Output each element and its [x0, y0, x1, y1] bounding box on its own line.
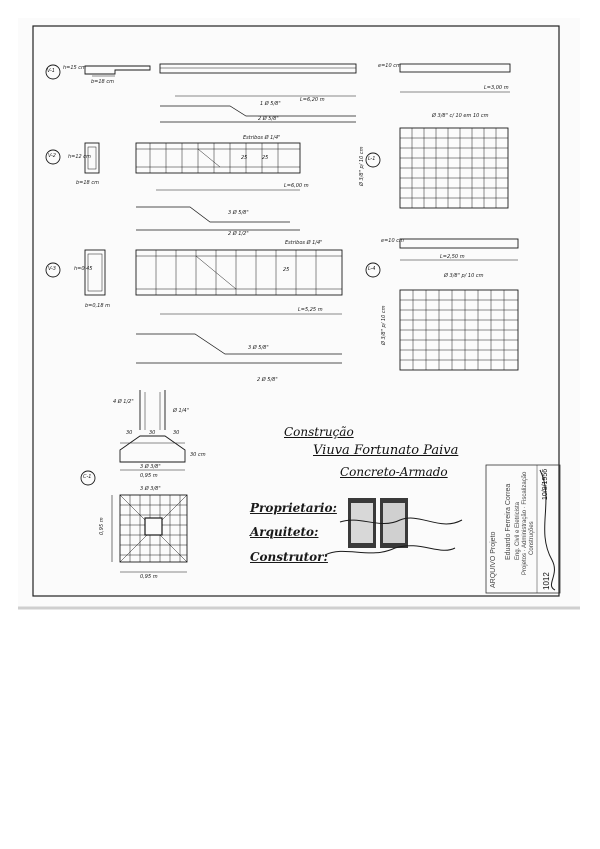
v2-bar-top-label: 3 Ø 5/8" [228, 210, 249, 216]
stamp-line1: Eng. Civil e Eletricista [515, 501, 521, 560]
architect-label: Arquiteto: [250, 525, 319, 539]
v2-spacing-a: 25 [241, 155, 248, 161]
c1-bar-top-b: Ø 1/4" [173, 408, 189, 414]
v2-spacing-b: 25 [262, 155, 269, 161]
v2-bar-bottom-label: 2 Ø 1/2" [228, 231, 249, 237]
v1-bar-bottom-label: 2 Ø 5/8" [258, 116, 279, 122]
material-title: Concreto-Armado [340, 465, 448, 479]
stamp-number: 1012 [542, 572, 551, 590]
v3-spacing: 25 [283, 267, 290, 273]
v1-length-label: L=6,20 m [300, 97, 325, 103]
l1-id-label: L-1 [368, 156, 376, 162]
v3-bar-top-label: 3 Ø 5/8" [248, 345, 269, 351]
v2-b-label: b=18 cm [76, 180, 99, 186]
l4-id-label: L-4 [368, 266, 376, 272]
owner-name-title: Viuva Fortunato Paiva [313, 443, 459, 458]
c1-dim-b: 30 [149, 430, 156, 436]
builder-label: Construtor: [250, 550, 328, 564]
l4-mesh-top-label: Ø 3/8" p/ 10 cm [444, 273, 484, 279]
l1-thickness-label: e=10 cm [378, 63, 401, 69]
l4-length-label: L=2,50 m [440, 254, 465, 260]
c1-height-label: 30 cm [190, 452, 206, 458]
v1-id-label: V-1 [47, 68, 55, 74]
c1-grid-bar-label: 3 Ø 3/8" [140, 486, 161, 492]
c1-width-label: 0,95 m [140, 473, 158, 479]
v3-b-label: b=0,18 m [85, 303, 110, 309]
construction-title: Construção [284, 425, 354, 439]
l1-mesh-top-label: Ø 3/8" c/ 10 em 10 cm [432, 113, 489, 119]
v2-length-label: L=6,00 m [284, 183, 309, 189]
v2-stirrups-label: Estribos Ø 1/4" [243, 135, 281, 141]
c1-dim-a: 30 [126, 430, 133, 436]
stamp-line2: Projetos · Administração · Fiscalização [522, 471, 528, 575]
l4-thickness-label: e=10 cm [381, 238, 404, 244]
c1-side-dim-label: 0,95 m [99, 517, 105, 535]
stamp-date: 10/9/1956 [542, 468, 549, 500]
v3-bar-bottom-label: 2 Ø 5/8" [257, 377, 278, 383]
v1-h-label: h=15 cm [63, 65, 86, 71]
l4-mesh-side-label: Ø 3/8" p/ 10 cm [381, 305, 387, 345]
c1-bar-top-a: 4 Ø 1/2" [113, 399, 134, 405]
v3-length-label: L=5,25 m [298, 307, 323, 313]
c1-bar-base-label: 3 Ø 3/8" [140, 464, 161, 470]
l1-mesh-side-label: Ø 3/8" p/ 10 cm [359, 146, 365, 186]
v1-b-label: b=18 cm [91, 79, 114, 85]
v3-h-label: h=0,45 [74, 266, 93, 272]
v3-id-label: V-3 [48, 266, 56, 272]
l1-length-label: L=3,00 m [484, 85, 509, 91]
c1-base-dim-label: 0,95 m [140, 574, 158, 580]
c1-id-label: C-1 [83, 474, 92, 480]
c1-dim-c: 30 [173, 430, 180, 436]
owner-label: Proprietario: [250, 501, 337, 515]
v1-bar-top-label: 1 Ø 5/8" [260, 101, 281, 107]
stamp-line3: Construções [529, 521, 535, 555]
v2-h-label: h=12 cm [68, 154, 91, 160]
stamp-name: Eduardo Ferreira Correa [505, 483, 512, 560]
stamp-side: ARQUIVO Projeto [490, 531, 497, 588]
v2-id-label: V-2 [48, 153, 56, 159]
v3-stirrups-label: Estribos Ø 1/4" [285, 240, 323, 246]
